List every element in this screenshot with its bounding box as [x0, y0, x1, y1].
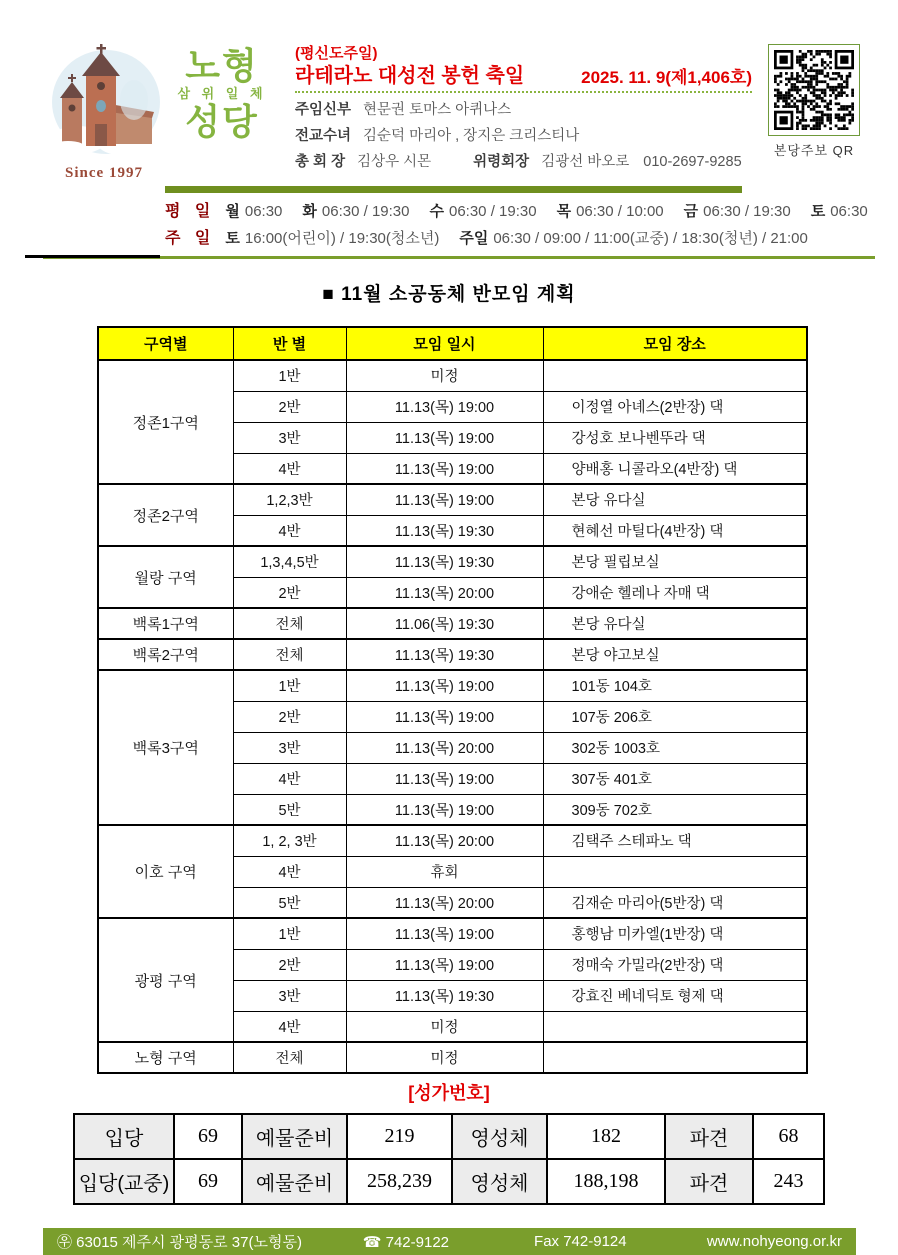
hymn-number-cell: 258,239 [347, 1159, 452, 1204]
datetime-cell: 11.13(목) 20:00 [346, 577, 543, 608]
table-row [98, 1042, 807, 1073]
datetime-cell: 11.13(목) 19:30 [346, 980, 543, 1011]
place-cell: 307동 401호 [543, 763, 807, 794]
schedule-time: 06:30 / 19:30 [703, 203, 791, 220]
logo-name-bottom: 성당 [185, 101, 259, 142]
place-cell: 양배홍 니콜라오(4반장) 댁 [543, 453, 807, 484]
hymn-number-cell: 68 [753, 1114, 824, 1159]
weekday-schedule [165, 198, 898, 221]
sunday-label: 주 일 [165, 230, 216, 247]
hymn-label-cell: 영성체 [452, 1159, 547, 1204]
divider-black-segment [25, 255, 160, 258]
schedule-day: 수 [429, 203, 444, 220]
place-cell: 이정열 아녜스(2반장) 댁 [543, 391, 807, 422]
hymn-row [74, 1159, 824, 1204]
schedule-day: 목 [556, 203, 572, 220]
section-title: ■ 11월 소공동체 반모임 계획 [322, 284, 576, 305]
schedule-day: 화 [302, 203, 317, 220]
footer-bar [43, 1228, 856, 1255]
place-cell: 본당 야고보실 [543, 639, 807, 670]
weekday-label: 평 일 [165, 203, 216, 220]
header-info [295, 46, 752, 171]
datetime-cell: 11.13(목) 19:00 [346, 701, 543, 732]
schedule-day: 주일 [459, 230, 489, 247]
datetime-cell: 미정 [346, 1042, 543, 1073]
header [45, 40, 870, 182]
datetime-cell: 11.13(목) 19:00 [346, 453, 543, 484]
meeting-table-header-row [98, 327, 807, 360]
class-cell: 1반 [233, 670, 346, 701]
qr-frame [768, 44, 860, 136]
green-bar-divider [165, 186, 742, 193]
staff-row-chairman [295, 150, 752, 171]
church-image [48, 40, 160, 158]
class-cell: 2반 [233, 577, 346, 608]
place-cell: 김택주 스테파노 댁 [543, 825, 807, 856]
region-cell: 백록2구역 [98, 639, 233, 670]
table-row [98, 670, 807, 701]
schedule-time: 06:30 [830, 203, 868, 220]
place-cell: 309동 702호 [543, 794, 807, 825]
hymn-number-cell: 69 [174, 1114, 242, 1159]
hymn-number-cell: 188,198 [547, 1159, 665, 1204]
class-cell: 3반 [233, 732, 346, 763]
section-divider [43, 256, 875, 259]
footer-website[interactable]: www.nohyeong.or.kr [706, 1233, 842, 1250]
place-cell: 본당 유다실 [543, 608, 807, 639]
class-cell: 1,3,4,5반 [233, 546, 346, 577]
schedule-time: 16:00(어린이) / 19:30(청소년) [244, 230, 440, 247]
sunday-schedule [165, 225, 898, 248]
class-cell: 2반 [233, 949, 346, 980]
hymn-table [73, 1113, 825, 1205]
hymn-label-cell: 파견 [665, 1159, 753, 1204]
logo-subtitle: 삼 위 일 체 [177, 86, 267, 101]
schedule-time: 06:30 [244, 203, 283, 220]
chairman-label: 총 회 장 [295, 153, 346, 170]
datetime-cell: 11.13(목) 19:00 [346, 794, 543, 825]
region-cell: 백록1구역 [98, 608, 233, 639]
region-cell: 광평 구역 [98, 918, 233, 1042]
feast-row [295, 63, 752, 93]
datetime-cell: 11.13(목) 20:00 [346, 887, 543, 918]
footer-address: ㉾ 63015 제주시 광평동로 37(노형동) [57, 1234, 302, 1251]
staff-row-sisters [295, 124, 752, 145]
region-cell: 백록3구역 [98, 670, 233, 825]
schedule-day: 토 [225, 230, 240, 247]
consolation-phone: 010-2697-9285 [643, 153, 742, 170]
hymn-label-cell: 입당 [74, 1114, 174, 1159]
datetime-cell: 11.13(목) 19:00 [346, 670, 543, 701]
place-cell: 302동 1003호 [543, 732, 807, 763]
region-cell: 정존1구역 [98, 360, 233, 484]
church-illustration [45, 40, 163, 182]
table-row [98, 608, 807, 639]
schedule-time: 06:30 / 09:00 / 11:00(교중) / 18:30(청년) / 21:00 [493, 230, 808, 247]
place-cell: 강효진 베네딕토 형제 댁 [543, 980, 807, 1011]
consolation-name: 김광선 바오로 [541, 153, 630, 170]
class-cell: 2반 [233, 391, 346, 422]
hymn-number-cell: 219 [347, 1114, 452, 1159]
table-row [98, 360, 807, 391]
staff-row-pastor [295, 98, 752, 119]
datetime-cell: 11.13(목) 19:00 [346, 918, 543, 949]
datetime-cell: 휴회 [346, 856, 543, 887]
datetime-cell: 11.13(목) 19:00 [346, 484, 543, 515]
class-cell: 4반 [233, 763, 346, 794]
schedule-time: 06:30 / 10:00 [576, 203, 664, 220]
schedule-time: 06:30 / 19:30 [448, 203, 537, 220]
place-cell: 홍행남 미카엘(1반장) 댁 [543, 918, 807, 949]
class-cell: 1반 [233, 360, 346, 391]
place-cell: 정매숙 가밀라(2반장) 댁 [543, 949, 807, 980]
table-row [98, 825, 807, 856]
class-cell: 전체 [233, 639, 346, 670]
class-cell: 5반 [233, 887, 346, 918]
class-cell: 전체 [233, 1042, 346, 1073]
church-logo [163, 45, 281, 142]
chairman-name: 김상우 시몬 [357, 153, 432, 170]
place-cell: 본당 유다실 [543, 484, 807, 515]
hymn-section-title: [성가번호] [408, 1083, 490, 1103]
region-cell: 정존2구역 [98, 484, 233, 546]
since-label: Since 1997 [65, 165, 143, 181]
place-cell: 현혜선 마틸다(4반장) 댁 [543, 515, 807, 546]
schedule-day: 토 [810, 203, 826, 220]
meeting-table [97, 326, 808, 1074]
datetime-cell: 11.13(목) 20:00 [346, 825, 543, 856]
class-cell: 2반 [233, 701, 346, 732]
schedule-time: 06:30 / 19:30 [321, 203, 410, 220]
logo-name-top: 노형 [185, 45, 259, 86]
table-row [98, 484, 807, 515]
datetime-cell: 11.06(목) 19:30 [346, 608, 543, 639]
header-region: 구역별 [98, 327, 233, 360]
hymn-label-cell: 영성체 [452, 1114, 547, 1159]
hymn-number-cell: 69 [174, 1159, 242, 1204]
class-cell: 4반 [233, 515, 346, 546]
sisters-label: 전교수녀 [295, 127, 352, 144]
hymn-table-body [74, 1114, 824, 1204]
region-cell: 이호 구역 [98, 825, 233, 918]
place-cell: 강성호 보나벤뚜라 댁 [543, 422, 807, 453]
qr-label: 본당주보 QR [773, 143, 855, 158]
schedule-day: 금 [683, 203, 699, 220]
consolation-label: 위령회장 [473, 153, 530, 170]
place-cell: 107동 206호 [543, 701, 807, 732]
place-cell: 김재순 마리아(5반장) 댁 [543, 887, 807, 918]
class-cell: 1, 2, 3반 [233, 825, 346, 856]
class-cell: 4반 [233, 856, 346, 887]
class-cell: 3반 [233, 980, 346, 1011]
meeting-table-body [98, 360, 807, 1073]
place-cell [543, 856, 807, 887]
place-cell: 강애순 헬레나 자매 댁 [543, 577, 807, 608]
sisters-names: 김순덕 마리아 , 장지은 크리스티나 [363, 127, 580, 144]
region-cell: 월랑 구역 [98, 546, 233, 608]
hymn-number-cell: 182 [547, 1114, 665, 1159]
place-cell [543, 1042, 807, 1073]
datetime-cell: 11.13(목) 19:00 [346, 422, 543, 453]
hymn-label-cell: 파견 [665, 1114, 753, 1159]
place-cell: 101동 104호 [543, 670, 807, 701]
place-cell [543, 360, 807, 391]
table-row [98, 918, 807, 949]
footer-phone: ☎ 742-9122 [362, 1233, 450, 1251]
feast-title: 라테라노 대성전 봉헌 축일 [295, 64, 525, 87]
table-row [98, 546, 807, 577]
qr-code [774, 50, 854, 130]
pastor-name: 현문권 토마스 아퀴나스 [363, 101, 512, 118]
datetime-cell: 11.13(목) 19:00 [346, 763, 543, 794]
pastor-label: 주임신부 [295, 101, 352, 118]
place-cell: 본당 필립보실 [543, 546, 807, 577]
sunday-type-label: (평신도주일) [295, 45, 378, 62]
datetime-cell: 11.13(목) 19:30 [346, 639, 543, 670]
class-cell: 3반 [233, 422, 346, 453]
header-datetime: 모임 일시 [346, 327, 543, 360]
hymn-row [74, 1114, 824, 1159]
class-cell: 전체 [233, 608, 346, 639]
header-place: 모임 장소 [543, 327, 807, 360]
datetime-cell: 11.13(목) 19:30 [346, 546, 543, 577]
hymn-number-cell: 243 [753, 1159, 824, 1204]
header-class: 반 별 [233, 327, 346, 360]
schedule-day: 월 [225, 203, 240, 220]
class-cell: 4반 [233, 453, 346, 484]
datetime-cell: 11.13(목) 19:00 [346, 391, 543, 422]
datetime-cell: 11.13(목) 19:30 [346, 515, 543, 546]
class-cell: 1,2,3반 [233, 484, 346, 515]
class-cell: 4반 [233, 1011, 346, 1042]
hymn-label-cell: 예물준비 [242, 1114, 347, 1159]
place-cell [543, 1011, 807, 1042]
hymn-label-cell: 입당(교중) [74, 1159, 174, 1204]
region-cell: 노형 구역 [98, 1042, 233, 1073]
datetime-cell: 11.13(목) 20:00 [346, 732, 543, 763]
qr-block [758, 40, 870, 159]
issue-number: 2025. 11. 9(제1,406호) [581, 67, 752, 87]
table-row [98, 639, 807, 670]
class-cell: 5반 [233, 794, 346, 825]
datetime-cell: 미정 [346, 1011, 543, 1042]
hymn-label-cell: 예물준비 [242, 1159, 347, 1204]
datetime-cell: 11.13(목) 19:00 [346, 949, 543, 980]
datetime-cell: 미정 [346, 360, 543, 391]
footer-fax: Fax 742-9124 [534, 1233, 627, 1250]
class-cell: 1반 [233, 918, 346, 949]
